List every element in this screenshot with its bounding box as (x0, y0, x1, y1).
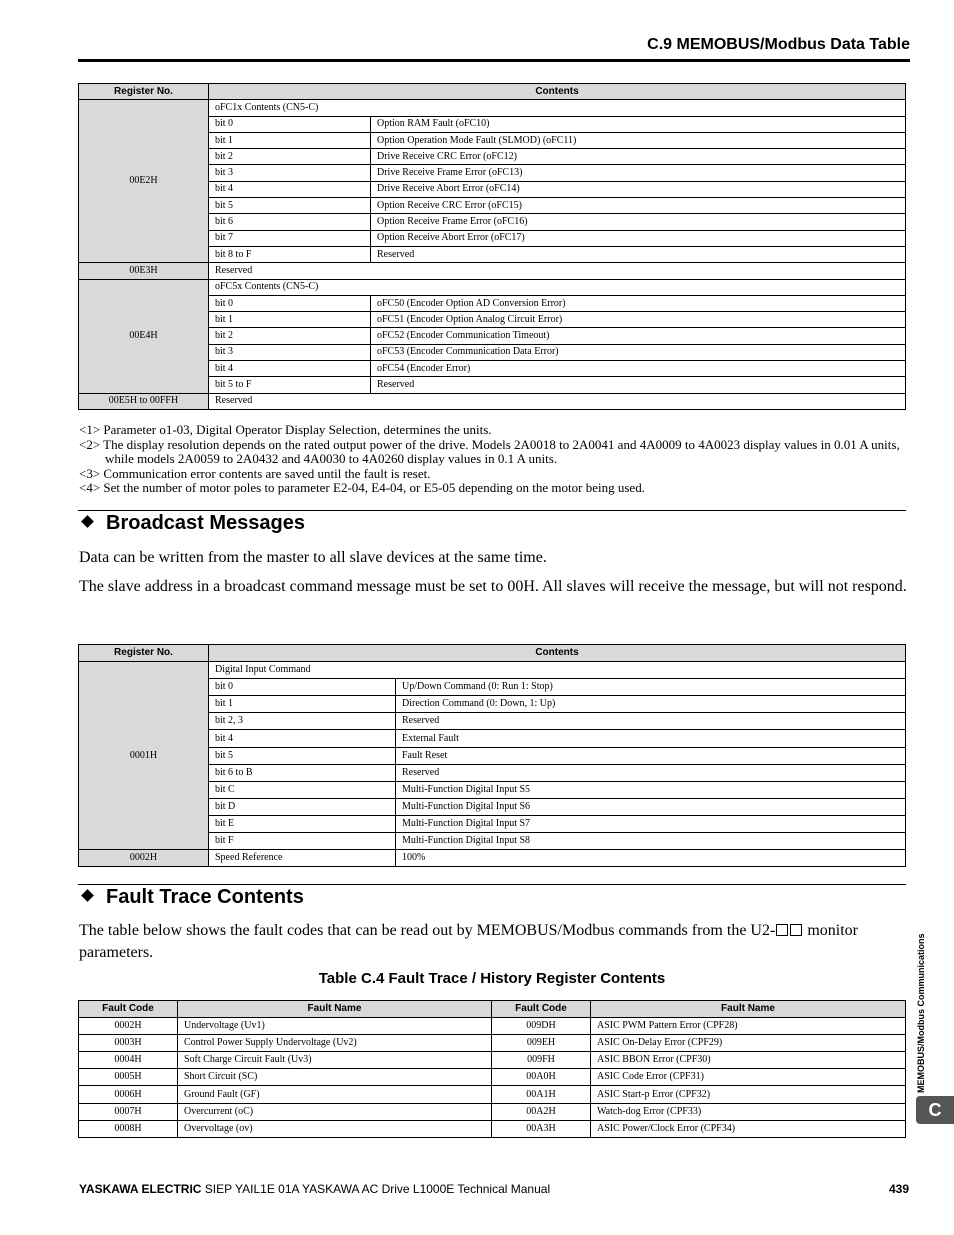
desc-cell: Drive Receive CRC Error (oFC12) (371, 149, 906, 165)
side-tab-letter[interactable]: C (916, 1096, 954, 1124)
bit-cell: bit 4 (209, 181, 371, 197)
bit-cell: bit 3 (209, 165, 371, 181)
fault-trace-paragraph: The table below shows the fault codes that can be read out by MEMOBUS/Modbus commands from the U2- monitor parameters. (79, 922, 858, 961)
header-rule (78, 59, 910, 62)
desc-cell: Option Operation Mode Fault (SLMOD) (oFC11) (371, 132, 906, 148)
bit-cell: bit 1 (209, 696, 396, 713)
diamond-bullet-icon (81, 515, 94, 528)
desc-cell: Direction Command (0: Down, 1: Up) (396, 696, 906, 713)
group-title: Digital Input Command (209, 662, 906, 679)
bit-cell: bit 0 (209, 679, 396, 696)
desc-cell: Option Receive CRC Error (oFC15) (371, 198, 906, 214)
desc-cell: Reserved (209, 263, 906, 279)
bit-cell: bit 5 (209, 747, 396, 764)
desc-cell: Multi-Function Digital Input S7 (396, 815, 906, 832)
col-register-header: Register No. (79, 84, 209, 100)
table-row (79, 1103, 906, 1120)
bit-cell: bit 7 (209, 230, 371, 246)
placeholder-box-icon (790, 924, 802, 936)
desc-cell: Reserved (209, 393, 906, 409)
broadcast-register-table (78, 644, 906, 867)
fault-code-cell: 009FH (492, 1052, 591, 1069)
desc-cell: oFC50 (Encoder Option AD Conversion Error) (371, 295, 906, 311)
table-row (79, 1120, 906, 1137)
desc-cell: Multi-Function Digital Input S5 (396, 781, 906, 798)
desc-cell: oFC52 (Encoder Communication Timeout) (371, 328, 906, 344)
fault-name-cell: Soft Charge Circuit Fault (Uv3) (178, 1052, 492, 1069)
footer-company: YASKAWA ELECTRIC (79, 1182, 202, 1196)
fault-trace-heading: Fault Trace Contents (80, 886, 304, 909)
register-cell: 00E2H (79, 100, 209, 263)
broadcast-paragraph-1: Data can be written from the master to all slave devices at the same time. (79, 549, 547, 566)
col-register-header: Register No. (79, 645, 209, 662)
register-cell: 0001H (79, 662, 209, 850)
register-table-oFC (78, 83, 906, 410)
register-cell: 00E3H (79, 263, 209, 279)
footnote: <1> Parameter o1-03, Digital Operator Display Selection, determines the units. (79, 422, 492, 437)
section-rule (78, 884, 906, 885)
name-cell: Speed Reference (209, 850, 396, 867)
fault-name-cell: Overcurrent (oC) (178, 1103, 492, 1120)
bit-cell: bit 1 (209, 132, 371, 148)
fault-code-cell: 0005H (79, 1069, 178, 1086)
fault-name-cell: ASIC Start-p Error (CPF32) (591, 1086, 906, 1103)
fault-code-cell: 009EH (492, 1035, 591, 1052)
bit-cell: bit 5 (209, 198, 371, 214)
fault-name-cell: Ground Fault (GF) (178, 1086, 492, 1103)
fault-name-cell: Control Power Supply Undervoltage (Uv2) (178, 1035, 492, 1052)
broadcast-heading: Broadcast Messages (80, 512, 305, 535)
fault-code-cell: 0008H (79, 1120, 178, 1137)
fault-name-cell: ASIC BBON Error (CPF30) (591, 1052, 906, 1069)
footnote: <4> Set the number of motor poles to parameter E2-04, E4-04, or E5-05 depending on the motor being used. (79, 480, 645, 495)
desc-cell: Drive Receive Frame Error (oFC13) (371, 165, 906, 181)
footnotes (79, 423, 905, 496)
fault-name-cell: Short Circuit (SC) (178, 1069, 492, 1086)
bit-cell: bit 5 to F (209, 377, 371, 393)
table-row (79, 263, 906, 279)
group-title: oFC5x Contents (CN5-C) (209, 279, 906, 295)
bit-cell: bit 1 (209, 312, 371, 328)
bit-cell: bit 2, 3 (209, 713, 396, 730)
register-cell: 0002H (79, 850, 209, 867)
fault-name-cell: ASIC Code Error (CPF31) (591, 1069, 906, 1086)
fault-code-cell: 00A0H (492, 1069, 591, 1086)
group-title: oFC1x Contents (CN5-C) (209, 100, 906, 116)
col-fault-code-header: Fault Code (492, 1001, 591, 1018)
fault-code-cell: 0004H (79, 1052, 178, 1069)
desc-cell: Reserved (396, 764, 906, 781)
table-caption: Table C.4 Fault Trace / History Register Contents (318, 970, 666, 987)
fault-code-cell: 0003H (79, 1035, 178, 1052)
desc-cell: Multi-Function Digital Input S8 (396, 833, 906, 850)
desc-cell: External Fault (396, 730, 906, 747)
table-row (79, 1018, 906, 1035)
bit-cell: bit 0 (209, 116, 371, 132)
diamond-bullet-icon (81, 889, 94, 902)
fault-code-cell: 0006H (79, 1086, 178, 1103)
page-number: 439 (888, 1182, 909, 1196)
footnote: <3> Communication error contents are saved until the fault is reset. (79, 465, 431, 481)
desc-cell: Drive Receive Abort Error (oFC14) (371, 181, 906, 197)
desc-cell: Option Receive Frame Error (oFC16) (371, 214, 906, 230)
bit-cell: bit 8 to F (209, 246, 371, 262)
desc-cell: Reserved (371, 377, 906, 393)
desc-cell: oFC54 (Encoder Error) (371, 361, 906, 377)
fault-name-cell: Undervoltage (Uv1) (178, 1018, 492, 1035)
fault-code-cell: 00A3H (492, 1120, 591, 1137)
fault-name-cell: ASIC PWM Pattern Error (CPF28) (591, 1018, 906, 1035)
section-title: C.9 MEMOBUS/Modbus Data Table (647, 36, 910, 53)
fault-code-table (78, 1000, 906, 1138)
bit-cell: bit 4 (209, 730, 396, 747)
table-row (79, 850, 906, 867)
side-tab-label: MEMOBUS/Modbus Communications (916, 933, 926, 1093)
desc-cell: Fault Reset (396, 747, 906, 764)
bit-cell: bit 2 (209, 328, 371, 344)
table-row (79, 1086, 906, 1103)
bit-cell: bit D (209, 798, 396, 815)
fault-name-cell: Watch-dog Error (CPF33) (591, 1103, 906, 1120)
table-row (79, 393, 906, 409)
fault-name-cell: ASIC On-Delay Error (CPF29) (591, 1035, 906, 1052)
footnote: <2> The display resolution depends on the rated output power of the drive. Models 2A0018 to 2A0041 and 4A0009 to 4A0023 display values in 0.01 A units, while models 2A0059 to 2A0432 and 4A0030 to 4A0260 display values in 0.1 A units. (79, 436, 900, 466)
desc-cell: Option Receive Abort Error (oFC17) (371, 230, 906, 246)
bit-cell: bit 0 (209, 295, 371, 311)
bit-cell: bit E (209, 815, 396, 832)
desc-cell: oFC53 (Encoder Communication Data Error) (371, 344, 906, 360)
table-row (79, 1069, 906, 1086)
bit-cell: bit C (209, 781, 396, 798)
desc-cell: Multi-Function Digital Input S6 (396, 798, 906, 815)
desc-cell: oFC51 (Encoder Option Analog Circuit Error) (371, 312, 906, 328)
register-cell: 00E4H (79, 279, 209, 393)
page-footer (79, 1182, 909, 1196)
register-cell: 00E5H to 00FFH (79, 393, 209, 409)
desc-cell: Option RAM Fault (oFC10) (371, 116, 906, 132)
fault-name-cell: ASIC Power/Clock Error (CPF34) (591, 1120, 906, 1137)
col-contents-header: Contents (209, 84, 906, 100)
fault-name-cell: Overvoltage (ov) (178, 1120, 492, 1137)
bit-cell: bit 2 (209, 149, 371, 165)
fault-code-cell: 0007H (79, 1103, 178, 1120)
fault-code-cell: 009DH (492, 1018, 591, 1035)
footer-document: SIEP YAIL1E 01A YASKAWA AC Drive L1000E Technical Manual (201, 1182, 551, 1196)
desc-cell: Reserved (396, 713, 906, 730)
bit-cell: bit F (209, 833, 396, 850)
bit-cell: bit 6 to B (209, 764, 396, 781)
broadcast-paragraph-2: The slave address in a broadcast command message must be set to 00H. All slaves will receive the message, but will not respond. (79, 578, 907, 595)
bit-cell: bit 4 (209, 361, 371, 377)
value-cell: 100% (396, 850, 906, 867)
col-fault-name-header: Fault Name (178, 1001, 492, 1018)
placeholder-box-icon (776, 924, 788, 936)
desc-cell: Up/Down Command (0: Run 1: Stop) (396, 679, 906, 696)
section-rule (78, 510, 906, 511)
col-fault-name-header: Fault Name (591, 1001, 906, 1018)
fault-code-cell: 00A2H (492, 1103, 591, 1120)
bit-cell: bit 6 (209, 214, 371, 230)
col-fault-code-header: Fault Code (79, 1001, 178, 1018)
fault-code-cell: 00A1H (492, 1086, 591, 1103)
table-row (79, 1035, 906, 1052)
col-contents-header: Contents (209, 645, 906, 662)
desc-cell: Reserved (371, 246, 906, 262)
fault-code-cell: 0002H (79, 1018, 178, 1035)
bit-cell: bit 3 (209, 344, 371, 360)
table-row (79, 1052, 906, 1069)
